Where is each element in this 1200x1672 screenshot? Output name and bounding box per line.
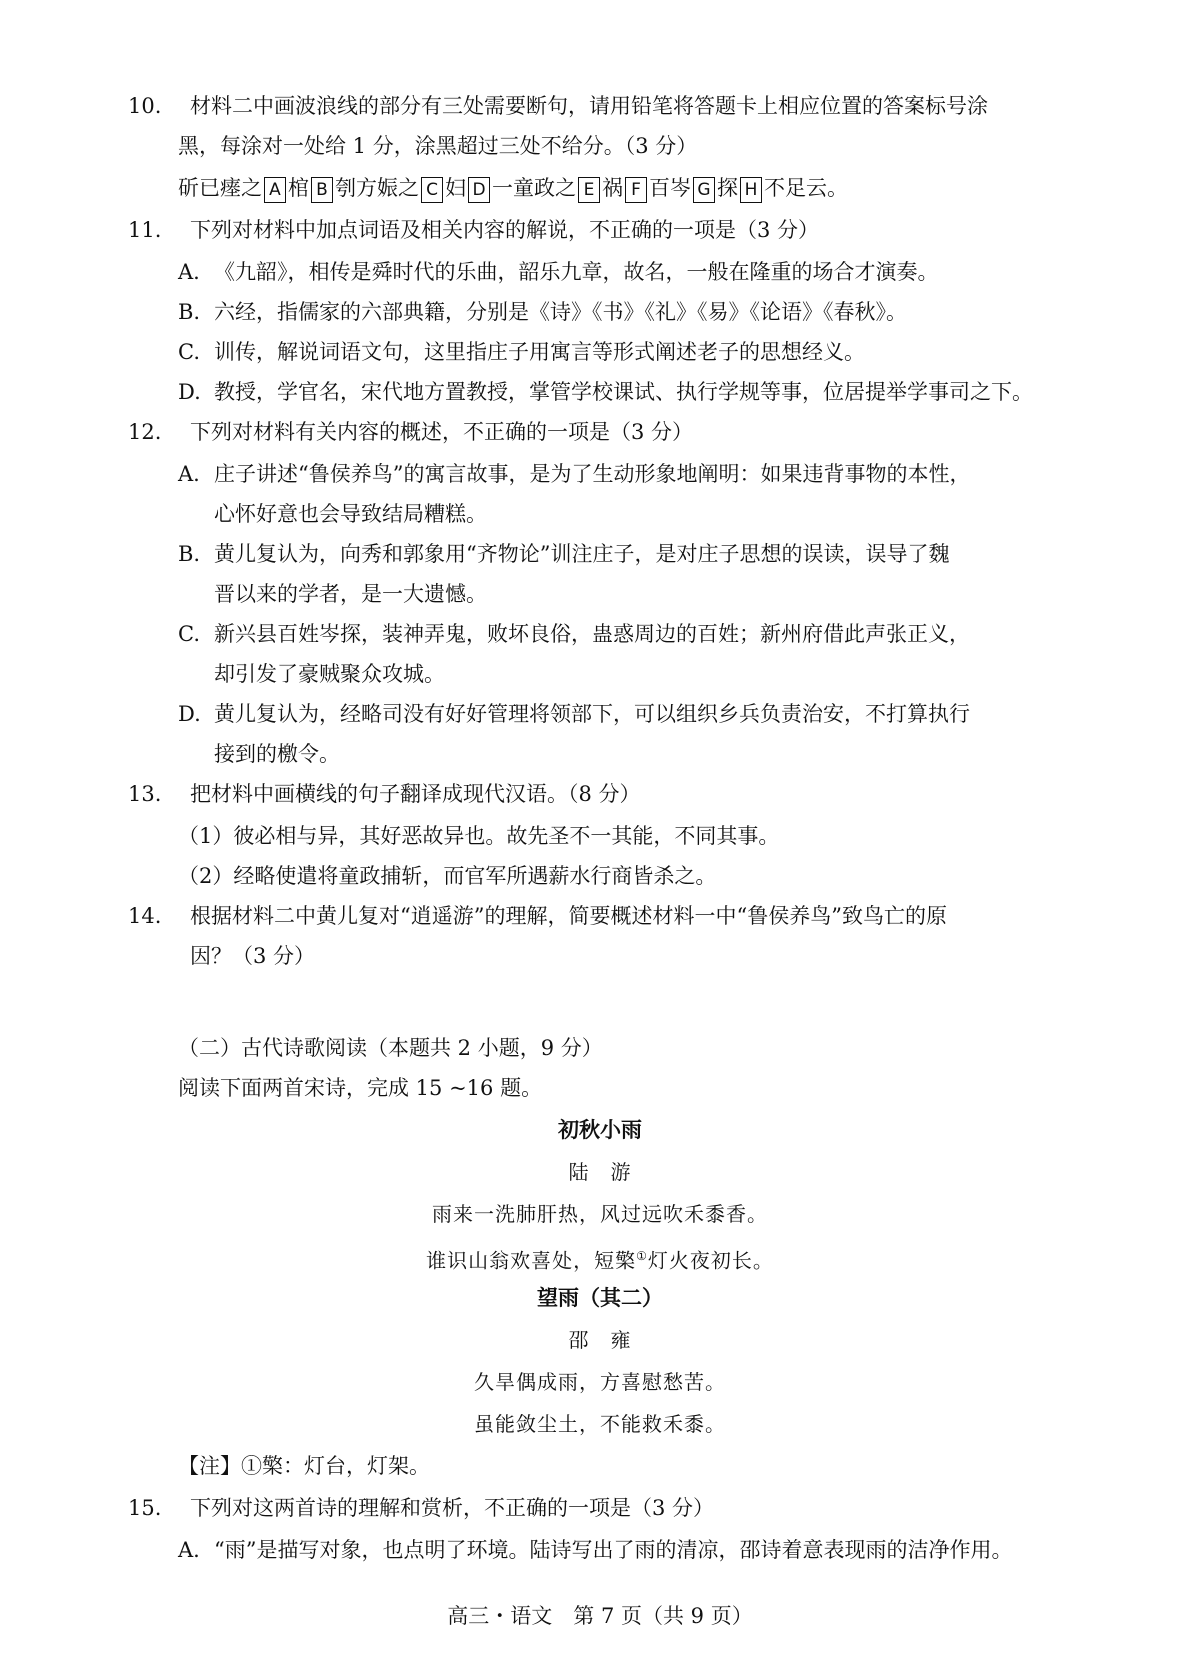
option-text-line1: 新兴县百姓岑探，装神弄鬼，败坏良俗，蛊惑周边的百姓；新州府借此声张正义，: [214, 622, 970, 646]
option-b: [178, 534, 1078, 574]
question-15: [128, 1488, 1072, 1528]
poem-1-line-2a: 谁识山翁欢喜处，短檠: [426, 1248, 637, 1273]
poem-2-line-1: 久旱偶成雨，方喜慰愁苦。: [474, 1370, 726, 1394]
option-b: [178, 292, 1078, 332]
question-11: [128, 210, 1072, 250]
question-13: [128, 774, 1072, 814]
answer-box-d[interactable]: D: [468, 177, 490, 203]
footnote-marker: ①: [636, 1249, 648, 1263]
poem-1-line-1: 雨来一洗肺肝热，风过远吹禾黍香。: [432, 1202, 768, 1226]
option-label: B.: [178, 542, 201, 566]
segment: 不足云。: [764, 176, 848, 200]
question-stem: 下列对材料中加点词语及相关内容的解说，不正确的一项是（3 分）: [190, 218, 820, 242]
question-stem: 把材料中画横线的句子翻译成现代汉语。（8 分）: [190, 782, 641, 806]
answer-box-b[interactable]: B: [311, 177, 333, 203]
translation-item-2: （2）经略使遣将童政捕斩，而官军所遇薪水行商皆杀之。: [178, 864, 717, 888]
segment: 妇: [445, 176, 466, 200]
translation-item-1: （1）彼必相与异，其好恶故异也。故先圣不一其能，不同其事。: [178, 824, 780, 848]
option-label: B.: [178, 300, 201, 324]
question-stem-line1: 材料二中画波浪线的部分有三处需要断句，请用铅笔将答题卡上相应位置的答案标号涂: [190, 94, 988, 118]
option-label: D.: [178, 702, 201, 726]
answer-box-h[interactable]: H: [740, 177, 762, 203]
poem-2-title: 望雨（其二）: [537, 1286, 663, 1310]
question-number: 10.: [128, 94, 162, 118]
footnote: 【注】①檠：灯台，灯架。: [178, 1454, 430, 1478]
answer-box-c[interactable]: C: [421, 177, 443, 203]
option-c-line2: 却引发了豪贼聚众攻城。: [214, 662, 445, 686]
question-number: 11.: [128, 218, 162, 242]
poem-1-author: 陆 游: [568, 1160, 632, 1184]
option-text-line1: 庄子讲述“鲁侯养鸟”的寓言故事，是为了生动形象地阐明：如果违背事物的本性，: [214, 462, 971, 486]
question-number: 14.: [128, 904, 162, 928]
option-text: 《九韶》，相传是舜时代的乐曲，韶乐九章，故名，一般在隆重的场合才演奏。: [214, 260, 939, 284]
question-stem: 下列对材料有关内容的概述，不正确的一项是（3 分）: [190, 420, 694, 444]
option-label: C.: [178, 622, 200, 646]
option-label: C.: [178, 340, 200, 364]
answer-box-g[interactable]: G: [693, 177, 715, 203]
option-d-line2: 接到的檄令。: [214, 742, 340, 766]
option-d: [178, 372, 1078, 412]
option-label: A.: [178, 260, 200, 284]
answer-box-f[interactable]: F: [625, 177, 647, 203]
option-text-line1: 黄儿复认为，向秀和郭象用“齐物论”训注庄子，是对庄子思想的误读，误导了魏: [214, 542, 950, 566]
segment: 斫已瘗之: [178, 176, 262, 200]
poem-2-author: 邵 雍: [568, 1328, 632, 1352]
question-number: 15.: [128, 1496, 162, 1520]
segment: 刳方娠之: [335, 176, 419, 200]
segment: 祸: [602, 176, 623, 200]
option-label: A.: [178, 462, 200, 486]
poem-2-line-2: 虽能敛尘土，不能救禾黍。: [474, 1412, 726, 1436]
option-text: 六经，指儒家的六部典籍，分别是《诗》《书》《礼》《易》《论语》《春秋》。: [214, 300, 907, 324]
poem-1-title: 初秋小雨: [558, 1118, 642, 1142]
poem-1-line-2: [0, 1236, 1200, 1281]
option-c: [178, 614, 1078, 654]
question-10: [128, 86, 1072, 126]
option-text: 训传，解说词语文句，这里指庄子用寓言等形式阐述老子的思想经义。: [214, 340, 865, 364]
page-footer: 高三・语文 第 7 页（共 9 页）: [447, 1604, 753, 1628]
option-d: [178, 694, 1078, 734]
segment: 探: [717, 176, 738, 200]
question-number: 12.: [128, 420, 162, 444]
option-a-line2: 心怀好意也会导致结局糟糕。: [214, 502, 487, 526]
segment: 一童政之: [492, 176, 576, 200]
question-number: 13.: [128, 782, 162, 806]
question-14: [128, 896, 1072, 936]
section-heading: （二）古代诗歌阅读（本题共 2 小题，9 分）: [178, 1036, 603, 1060]
option-b-line2: 晋以来的学者，是一大遗憾。: [214, 582, 487, 606]
option-text-line1: 黄儿复认为，经略司没有好好管理将领部下，可以组织乡兵负责治安，不打算执行: [214, 702, 970, 726]
poem-1-line-2b: 灯火夜初长。: [647, 1248, 774, 1273]
segment: 百岑: [649, 176, 691, 200]
answer-box-e[interactable]: E: [578, 177, 600, 203]
segment: 棺: [288, 176, 309, 200]
option-text: 教授，学官名，宋代地方置教授，掌管学校课试、执行学规等事，位居提举学事司之下。: [214, 380, 1033, 404]
question-12: [128, 412, 1072, 452]
option-text: “雨”是描写对象，也点明了环境。陆诗写出了雨的清凉，邵诗着意表现雨的洁净作用。: [214, 1538, 1013, 1562]
question-10-stem-line2: 黑，每涂对一处给 1 分，涂黑超过三处不给分。（3 分）: [178, 134, 698, 158]
question-stem: 下列对这两首诗的理解和赏析，不正确的一项是（3 分）: [190, 1496, 715, 1520]
option-label: D.: [178, 380, 201, 404]
question-stem-line1: 根据材料二中黄儿复对“逍遥游”的理解，简要概述材料一中“鲁侯养鸟”致鸟亡的原: [190, 904, 947, 928]
option-a: [178, 252, 1078, 292]
option-a: [178, 1530, 1078, 1570]
section-instruction: 阅读下面两首宋诗，完成 15 ~16 题。: [178, 1076, 543, 1100]
answer-box-a[interactable]: A: [264, 177, 286, 203]
sentence-break-line: [178, 168, 1078, 208]
option-a: [178, 454, 1078, 494]
option-c: [178, 332, 1078, 372]
option-label: A.: [178, 1538, 200, 1562]
question-14-stem-line2: 因？（3 分）: [190, 944, 316, 968]
